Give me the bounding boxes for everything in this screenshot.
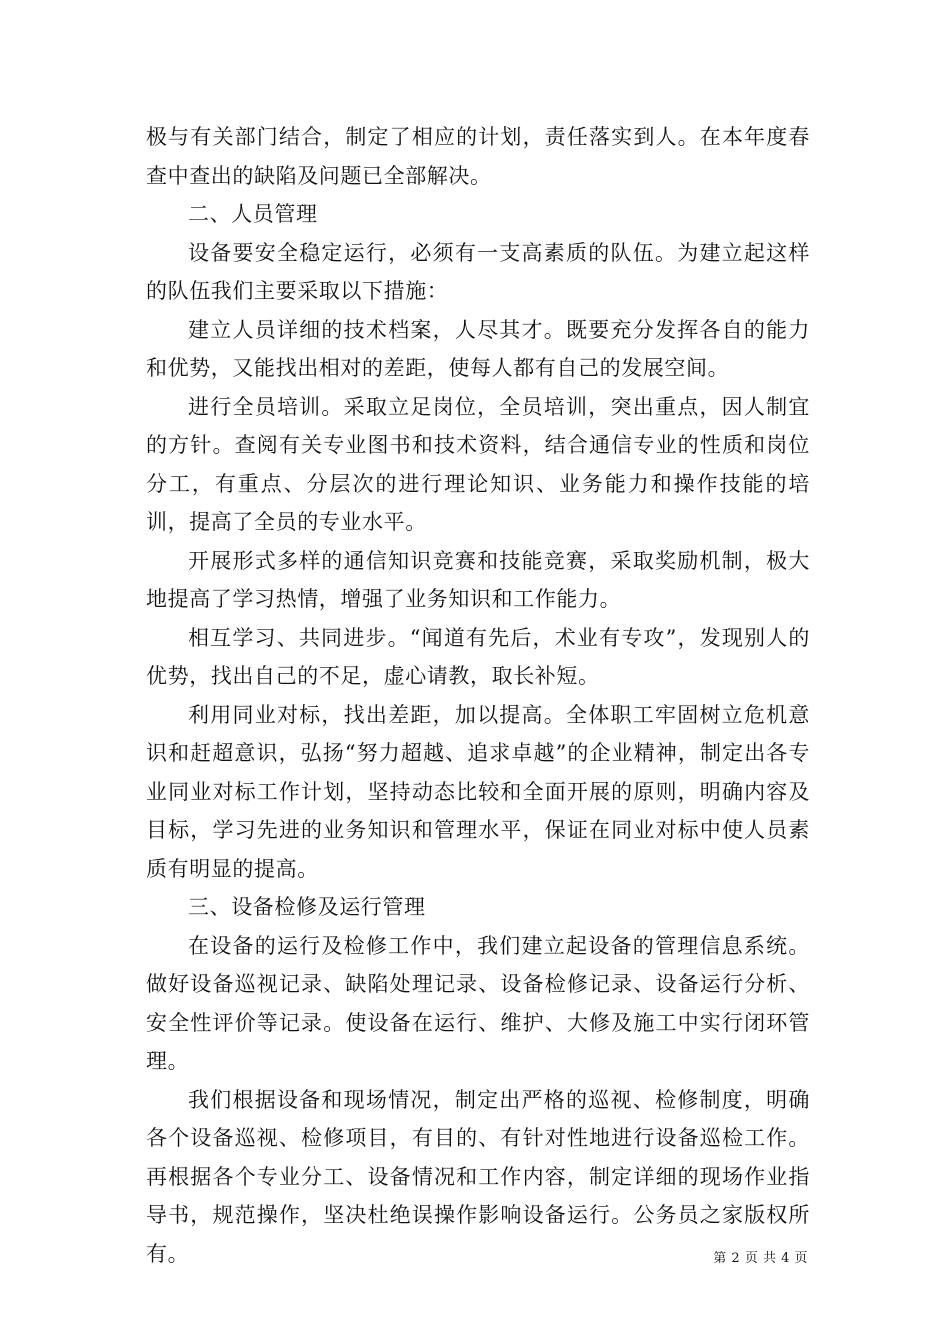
page-number: 第 2 页 共 4 页 <box>713 1251 808 1266</box>
document-body <box>146 118 810 1273</box>
paragraph: 设备要安全稳定运行，必须有一支高素质的队伍。为建立起这样的队伍我们主要采取以下措施： <box>146 240 810 303</box>
paragraph: 开展形式多样的通信知识竞赛和技能竞赛，采取奖励机制，极大地提高了学习热情，增强了业务知识和工作能力。 <box>146 548 810 611</box>
paragraph: 相互学习、共同进步。“闻道有先后，术业有专攻”，发现别人的优势，找出自己的不足，虚心请教，取长补短。 <box>146 625 810 688</box>
section-heading-personnel: 二、人员管理 <box>188 202 318 226</box>
paragraph: 我们根据设备和现场情况，制定出严格的巡视、检修制度，明确各个设备巡视、检修项目，有目的、有针对性地进行设备巡检工作。再根据各个专业分工、设备情况和工作内容，制定详细的现场作业指导书，规范操作，坚决杜绝误操作影响设备运行。公务员之家版权所有。 <box>146 1087 810 1266</box>
section-heading-maintenance: 三、设备检修及运行管理 <box>188 895 426 919</box>
paragraph: 进行全员培训。采取立足岗位，全员培训，突出重点，因人制宜的方针。查阅有关专业图书和技术资料，结合通信专业的性质和岗位分工，有重点、分层次的进行理论知识、业务能力和操作技能的培训，提高了全员的专业水平。 <box>146 394 810 534</box>
paragraph-continuation: 极与有关部门结合，制定了相应的计划，责任落实到人。在本年度春查中查出的缺陷及问题已全部解决。 <box>146 125 810 188</box>
paragraph: 建立人员详细的技术档案，人尽其才。既要充分发挥各自的能力和优势，又能找出相对的差距，使每人都有自己的发展空间。 <box>146 317 810 380</box>
paragraph: 利用同业对标，找出差距，加以提高。全体职工牢固树立危机意识和赶超意识，弘扬“努力超越、追求卓越”的企业精神，制定出各专业同业对标工作计划，坚持动态比较和全面开展的原则，明确内容及目标，学习先进的业务知识和管理水平，保证在同业对标中使人员素质有明显的提高。 <box>146 702 810 881</box>
paragraph: 在设备的运行及检修工作中，我们建立起设备的管理信息系统。做好设备巡视记录、缺陷处理记录、设备检修记录、设备运行分析、安全性评价等记录。使设备在运行、维护、大修及施工中实行闭环管理。 <box>146 933 810 1073</box>
